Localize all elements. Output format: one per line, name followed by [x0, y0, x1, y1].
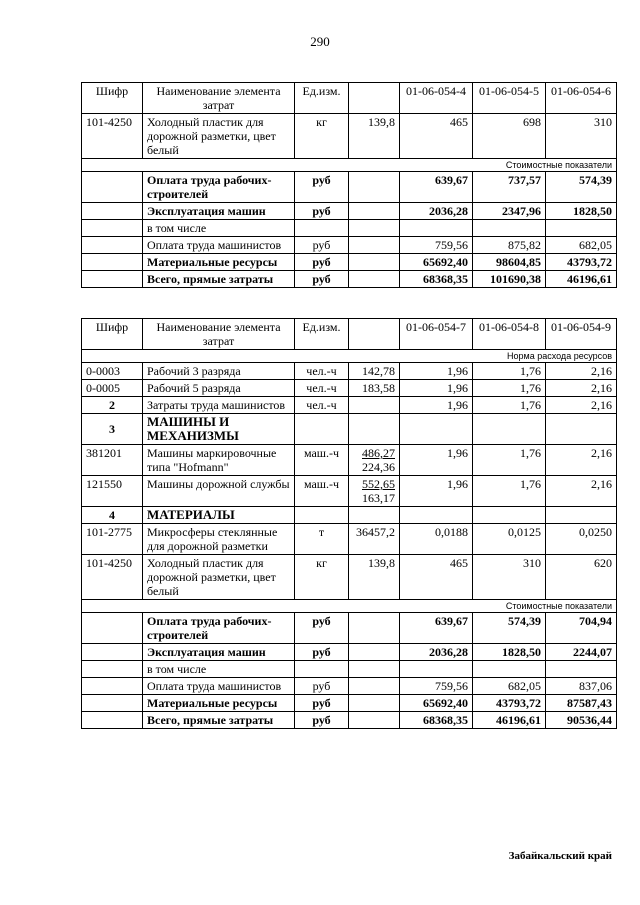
- header-col1: 01-06-054-4: [400, 83, 473, 114]
- cost-v3: 682,05: [546, 237, 617, 254]
- row-v1: 465: [400, 555, 473, 600]
- row-norm: 139,8: [349, 114, 400, 159]
- row-v2: 1,76: [473, 380, 546, 397]
- cost-v2: 875,82: [473, 237, 546, 254]
- row-code: 101-4250: [82, 114, 143, 159]
- row-v3: 0,0250: [546, 524, 617, 555]
- cost-v1: 68368,35: [400, 271, 473, 288]
- row-unit: чел.-ч: [295, 397, 349, 414]
- cost-unit: руб: [295, 695, 349, 712]
- cost-unit: руб: [295, 678, 349, 695]
- cost-v1: 2036,28: [400, 203, 473, 220]
- row-v2: 1,76: [473, 363, 546, 380]
- row-code: 101-4250: [82, 555, 143, 600]
- row-name: Рабочий 3 разряда: [143, 363, 295, 380]
- row-code: 0-0003: [82, 363, 143, 380]
- row-unit: кг: [295, 555, 349, 600]
- row-v2: 310: [473, 555, 546, 600]
- table-row: [82, 254, 617, 271]
- cost-v3: 837,06: [546, 678, 617, 695]
- cost-v3: 43793,72: [546, 254, 617, 271]
- cost-name: в том числе: [143, 661, 295, 678]
- row-v1: 465: [400, 114, 473, 159]
- table-row: [82, 397, 617, 414]
- row-unit: маш.-ч: [295, 476, 349, 507]
- header-unit: Ед.изм.: [295, 319, 349, 350]
- cost-v1: 639,67: [400, 172, 473, 203]
- table-row: [82, 203, 617, 220]
- section-row-materials: [82, 507, 617, 524]
- cost-v1: 759,56: [400, 237, 473, 254]
- cost-v2: 682,05: [473, 678, 546, 695]
- norm-a: 486,27: [362, 446, 395, 460]
- header-norm: [349, 319, 400, 350]
- table-row: [82, 661, 617, 678]
- header-norm: [349, 83, 400, 114]
- row-norm: 139,8: [349, 555, 400, 600]
- cost-v1: 759,56: [400, 678, 473, 695]
- row-v2: 1,76: [473, 397, 546, 414]
- cost-unit: руб: [295, 172, 349, 203]
- section-title: МАТЕРИАЛЫ: [143, 507, 295, 524]
- cost-name: Оплата труда рабочих-строителей: [143, 613, 295, 644]
- row-v3: 2,16: [546, 445, 617, 476]
- table-row: [82, 172, 617, 203]
- cost-v2: 98604,85: [473, 254, 546, 271]
- cost-unit: руб: [295, 203, 349, 220]
- norm-a: 552,65: [362, 477, 395, 491]
- row-unit: т: [295, 524, 349, 555]
- cost-name: в том числе: [143, 220, 295, 237]
- cost-unit: руб: [295, 254, 349, 271]
- table-row: [82, 712, 617, 729]
- cost-unit: руб: [295, 237, 349, 254]
- row-code: 101-2775: [82, 524, 143, 555]
- cost-name: Эксплуатация машин: [143, 644, 295, 661]
- row-v1: 1,96: [400, 363, 473, 380]
- table-row: [82, 524, 617, 555]
- row-v1: 0,0188: [400, 524, 473, 555]
- cost-v3: 704,94: [546, 613, 617, 644]
- row-norm: 142,78: [349, 363, 400, 380]
- cost-name: Материальные ресурсы: [143, 254, 295, 271]
- table-row: [82, 678, 617, 695]
- cost-v2: 737,57: [473, 172, 546, 203]
- header-col2: 01-06-054-5: [473, 83, 546, 114]
- cost-name: Оплата труда машинистов: [143, 678, 295, 695]
- table-row: [82, 114, 617, 159]
- cost-v3: 87587,43: [546, 695, 617, 712]
- table2-header-row: [82, 319, 617, 350]
- row-unit: чел.-ч: [295, 363, 349, 380]
- table-row: [82, 237, 617, 254]
- row-name: Микросферы стеклянные для дорожной разметки: [143, 524, 295, 555]
- section-row-machines: [82, 414, 617, 445]
- row-code: 121550: [82, 476, 143, 507]
- cost-v3: 574,39: [546, 172, 617, 203]
- row-v1: 1,96: [400, 397, 473, 414]
- row-v2: 698: [473, 114, 546, 159]
- cost-unit: руб: [295, 271, 349, 288]
- row-name: Рабочий 5 разряда: [143, 380, 295, 397]
- row-v2: 1,76: [473, 476, 546, 507]
- row-v2: 0,0125: [473, 524, 546, 555]
- cost-v3: 90536,44: [546, 712, 617, 729]
- cost-v1: 65692,40: [400, 254, 473, 271]
- row-v1: 1,96: [400, 476, 473, 507]
- row-unit: кг: [295, 114, 349, 159]
- section-title: МАШИНЫ И МЕХАНИЗМЫ: [143, 414, 295, 445]
- cost-unit: руб: [295, 613, 349, 644]
- cost-v3: 1828,50: [546, 203, 617, 220]
- table-row: [82, 644, 617, 661]
- header-code: Шифр: [82, 319, 143, 350]
- row-unit: маш.-ч: [295, 445, 349, 476]
- table-row: [82, 695, 617, 712]
- row-code: 0-0005: [82, 380, 143, 397]
- cost-name: Оплата труда машинистов: [143, 237, 295, 254]
- cost-v3: 46196,61: [546, 271, 617, 288]
- row-name: Машины маркировочные типа "Hofmann": [143, 445, 295, 476]
- row-v3: 2,16: [546, 397, 617, 414]
- subheader-row: [82, 350, 617, 363]
- subheader-cost: Стоимостные показатели: [82, 600, 617, 613]
- table-row: [82, 271, 617, 288]
- page-number: 290: [310, 34, 330, 49]
- row-name: Холодный пластик для дорожной разметки, цвет белый: [143, 114, 295, 159]
- cost-name: Материальные ресурсы: [143, 695, 295, 712]
- row-v1: 1,96: [400, 445, 473, 476]
- cost-name: Всего, прямые затраты: [143, 271, 295, 288]
- cost-name: Эксплуатация машин: [143, 203, 295, 220]
- row-unit: чел.-ч: [295, 380, 349, 397]
- table-row: [82, 445, 617, 476]
- cost-name: Всего, прямые затраты: [143, 712, 295, 729]
- cost-v2: 1828,50: [473, 644, 546, 661]
- row-v3: 2,16: [546, 363, 617, 380]
- header-col2: 01-06-054-8: [473, 319, 546, 350]
- row-v3: 620: [546, 555, 617, 600]
- cost-v1: 65692,40: [400, 695, 473, 712]
- row-code: 2: [82, 397, 143, 414]
- cost-v2: 46196,61: [473, 712, 546, 729]
- section-code: 4: [82, 507, 143, 524]
- row-norm: 183,58: [349, 380, 400, 397]
- subheader-norm: Норма расхода ресурсов: [82, 350, 617, 363]
- cost-unit: руб: [295, 644, 349, 661]
- row-name: Машины дорожной службы: [143, 476, 295, 507]
- row-v3: 2,16: [546, 380, 617, 397]
- header-name: Наименование элемента затрат: [143, 83, 295, 114]
- subheader-row: [82, 600, 617, 613]
- norm-b: 163,17: [362, 491, 395, 505]
- table-row: [82, 613, 617, 644]
- table-row: [82, 380, 617, 397]
- row-v1: 1,96: [400, 380, 473, 397]
- table-row: [82, 220, 617, 237]
- header-col1: 01-06-054-7: [400, 319, 473, 350]
- table1-header-row: [82, 83, 617, 114]
- table-row: [82, 363, 617, 380]
- cost-unit: руб: [295, 712, 349, 729]
- table-row: [82, 476, 617, 507]
- cost-v2: 101690,38: [473, 271, 546, 288]
- header-col3: 01-06-054-6: [546, 83, 617, 114]
- header-unit: Ед.изм.: [295, 83, 349, 114]
- norm-b: 224,36: [362, 460, 395, 474]
- row-v3: 310: [546, 114, 617, 159]
- row-name: Затраты труда машинистов: [143, 397, 295, 414]
- row-v3: 2,16: [546, 476, 617, 507]
- subheader-row: [82, 159, 617, 172]
- header-col3: 01-06-054-9: [546, 319, 617, 350]
- subheader-cost: Стоимостные показатели: [82, 159, 617, 172]
- cost-table-2: [81, 318, 617, 729]
- row-v2: 1,76: [473, 445, 546, 476]
- row-name: Холодный пластик для дорожной разметки, цвет белый: [143, 555, 295, 600]
- cost-table-1: [81, 82, 617, 288]
- cost-v3: 2244,07: [546, 644, 617, 661]
- header-code: Шифр: [82, 83, 143, 114]
- table-row: [82, 555, 617, 600]
- cost-v1: 2036,28: [400, 644, 473, 661]
- section-code: 3: [82, 414, 143, 445]
- cost-v1: 639,67: [400, 613, 473, 644]
- cost-v2: 43793,72: [473, 695, 546, 712]
- header-name: Наименование элемента затрат: [143, 319, 295, 350]
- footer-region: Забайкальский край: [508, 850, 612, 862]
- row-code: 381201: [82, 445, 143, 476]
- cost-v1: 68368,35: [400, 712, 473, 729]
- cost-v2: 2347,96: [473, 203, 546, 220]
- cost-v2: 574,39: [473, 613, 546, 644]
- row-norm: 36457,2: [349, 524, 400, 555]
- cost-name: Оплата труда рабочих-строителей: [143, 172, 295, 203]
